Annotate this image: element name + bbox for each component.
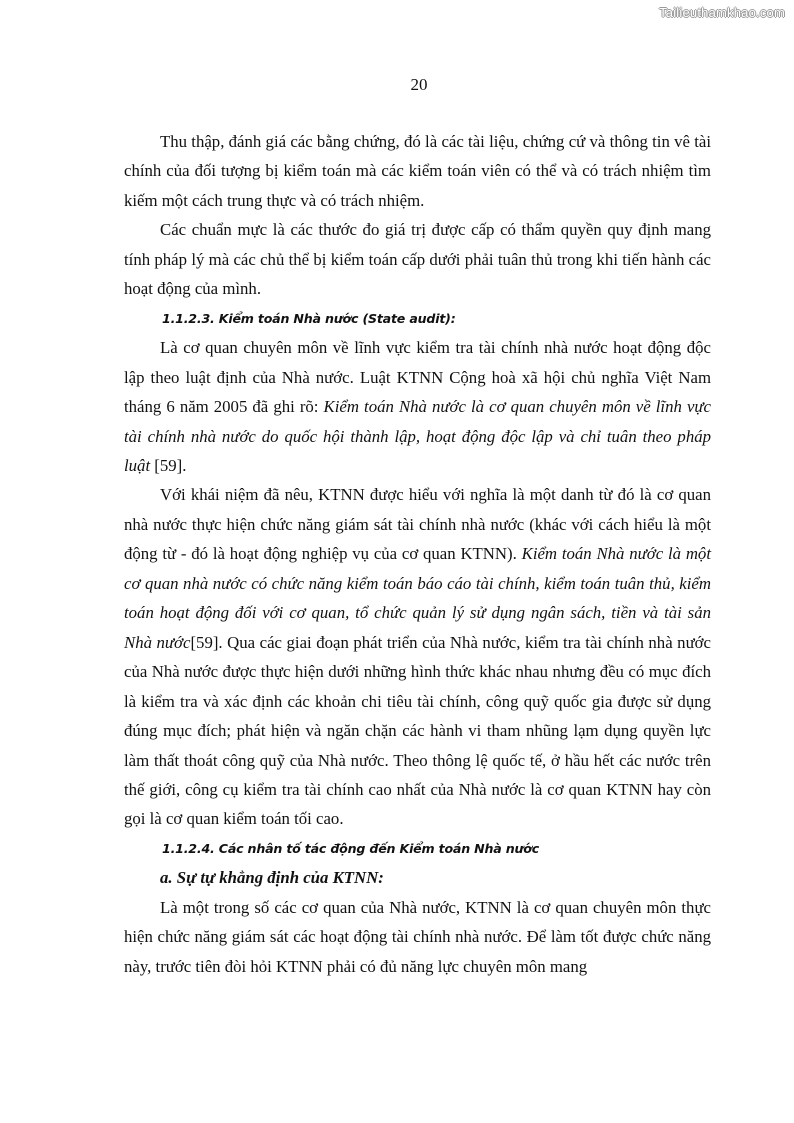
italic-quote: Kiểm toán Nhà nước là một cơ quan nhà nước có chức năng kiểm toán báo cáo tài chính, kiểm toán tuân thủ, kiểm toán hoạt động đối với cơ quan, tổ chức quản lý sử dụng ngân sách, tiền và tài sản Nhà nước (124, 544, 711, 652)
paragraph-text: Là cơ quan chuyên môn về lĩnh vực kiểm tra tài chính nhà nước hoạt động độc lập theo luật định của Nhà nước. Luật KTNN Cộng hoà xã hội chủ nghĩa Việt Nam tháng 6 năm 2005 đã ghi rõ: (124, 338, 711, 417)
section-heading: 1.1.2.3. Kiểm toán Nhà nước (State audit): (162, 310, 456, 326)
paragraph (124, 480, 711, 833)
document-body (124, 127, 711, 981)
subsection-heading: a. Sự tự khẳng định của KTNN: (160, 868, 384, 888)
page-number: 20 (410, 75, 428, 94)
paragraph-text: Với khái niệm đã nêu, KTNN được hiểu với nghĩa là một danh từ đó là cơ quan nhà nước thực hiện chức năng giám sát tài chính nhà nước (khác với cách hiểu là một động từ - đó là hoạt động nghiệp vụ của cơ quan KTNN). (124, 485, 711, 564)
citation: [59]. (150, 455, 187, 475)
italic-quote: Kiểm toán Nhà nước là cơ quan chuyên môn về lĩnh vực tài chính nhà nước do quốc hội thành lập, hoạt động độc lập và chỉ tuân theo pháp luật (124, 397, 711, 475)
watermark: Tailieuthamkhao.com (659, 5, 785, 20)
paragraph: Thu thập, đánh giá các bằng chứng, đó là các tài liệu, chứng cứ và thông tin vê tài chính của đối tượng bị kiểm toán mà các kiểm toán viên có thể và có trách nhiệm tìm kiếm một cách trung thực và có trách nhiệm. (124, 132, 711, 210)
paragraph: Các chuẩn mực là các thước đo giá trị được cấp có thẩm quyền quy định mang tính pháp lý mà các chủ thể bị kiểm toán cấp dưới phải tuân thủ trong khi tiến hành các hoạt động của mình. (124, 220, 711, 299)
paragraph-text: [59]. Qua các giai đoạn phát triển của Nhà nước, kiểm tra tài chính nhà nước của Nhà nước được thực hiện dưới những hình thức khác nhau nhưng đều có mục đích là kiểm tra và xác định các khoản chi tiêu tài chính, công quỹ quốc gia được sử dụng đúng mục đích; phát hiện và ngăn chặn các hành vi tham nhũng lạm dụng quyền lực làm thất thoát công quỹ của Nhà nước. Theo thông lệ quốc tế, ở hầu hết các nước trên thế giới, công cụ kiểm tra tài chính cao nhất của Nhà nước là cơ quan KTNN hay còn gọi là cơ quan kiểm toán tối cao. (124, 632, 711, 829)
paragraph (124, 333, 711, 480)
paragraph: Là một trong số các cơ quan của Nhà nước, KTNN là cơ quan chuyên môn thực hiện chức năng giám sát các hoạt động tài chính nhà nước. Để làm tốt được chức năng này, trước tiên đòi hỏi KTNN phải có đủ năng lực chuyên môn mang (124, 897, 711, 976)
section-heading: 1.1.2.4. Các nhân tố tác động đến Kiểm toán Nhà nước (162, 840, 539, 856)
